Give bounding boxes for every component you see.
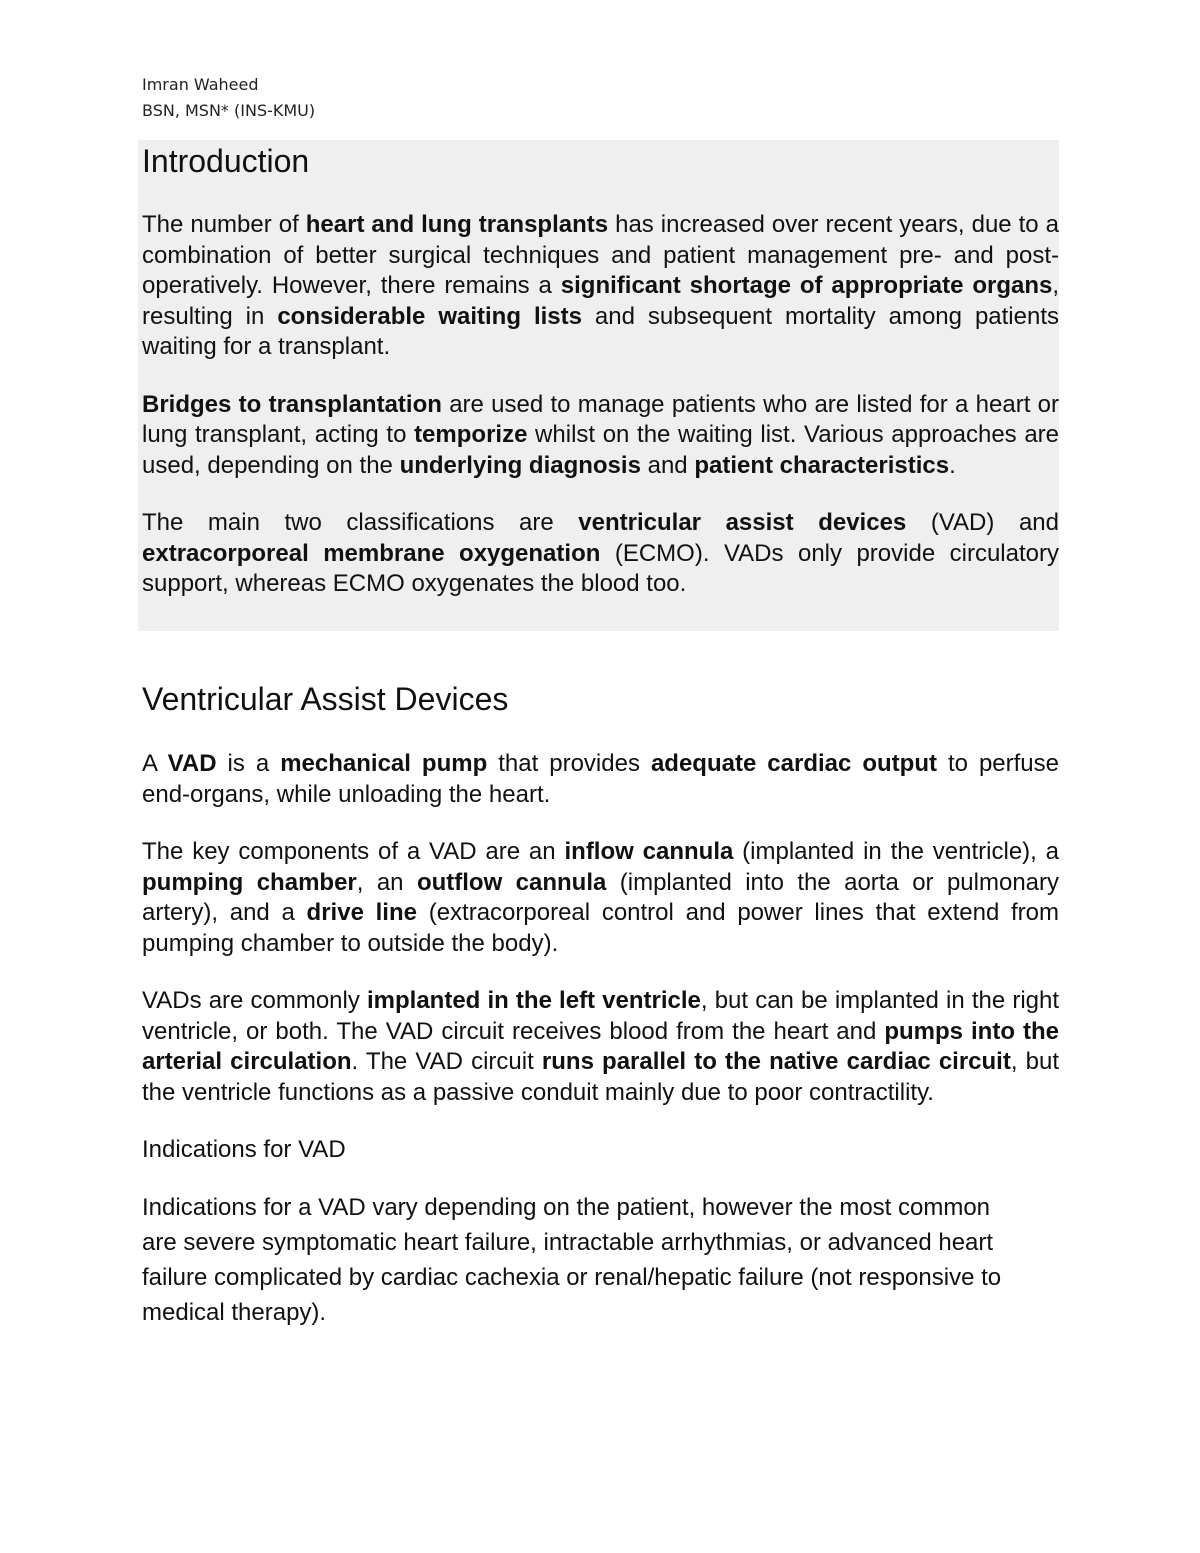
bold-run: Bridges to transplantation xyxy=(142,390,442,418)
intro-paragraph-2 xyxy=(142,390,1059,482)
text-run: VADs are commonly xyxy=(142,987,367,1014)
bold-run: outflow cannula xyxy=(416,868,607,896)
text-run: The key components of a VAD are an xyxy=(142,838,565,865)
text-run: (VAD) and xyxy=(906,509,1059,536)
text-run: , but the ventricle functions as a passive conduit mainly due to poor contractility. xyxy=(142,1048,1060,1106)
bold-run: VAD xyxy=(167,750,217,777)
text-run: that provides xyxy=(487,750,651,777)
text-run: has increased over recent years, due to a combination of better surgical techniques and patient management pre- and post-operatively. However, there remains a xyxy=(142,211,1059,299)
bold-run: pumping chamber xyxy=(142,868,357,896)
author-credentials: BSN, MSN* (INS-KMU) xyxy=(142,101,316,120)
vad-section xyxy=(142,678,1059,1330)
text-run: . xyxy=(949,451,956,479)
text-run: , resulting in xyxy=(142,272,1060,330)
text-run: to perfuse end-organs, while unloading the heart. xyxy=(142,750,1060,808)
author-block xyxy=(142,72,315,124)
bold-run: heart and lung transplants xyxy=(305,211,609,238)
introduction-section xyxy=(138,140,1059,631)
text-run: are used to manage patients who are listed for a heart or lung transplant, acting to xyxy=(142,390,1059,448)
vad-paragraph-2 xyxy=(142,837,1059,959)
indications-subheading: Indications for VAD xyxy=(142,1136,346,1163)
text-run: (extracorporeal control and power lines that extend from pumping chamber to outside the body). xyxy=(142,899,1060,957)
vad-heading: Ventricular Assist Devices xyxy=(142,681,509,717)
intro-paragraph-1 xyxy=(142,210,1059,363)
indications-paragraph: Indications for a VAD vary depending on the patient, however the most common are severe symptomatic heart failure, intractable arrhythmias, or advanced heart failure complicated by cardiac cachexia or renal/hepatic failure (not responsive to medical therapy). xyxy=(142,1194,1002,1326)
text-run: (ECMO). VADs only provide circulatory support, whereas ECMO oxygenates the blood too. xyxy=(142,539,1059,597)
bold-run: runs parallel to the native cardiac circuit xyxy=(541,1048,1011,1075)
text-run: (implanted into the aorta or pulmonary artery), and a xyxy=(142,868,1060,926)
text-run: whilst on the waiting list. Various approaches are used, depending on the xyxy=(142,421,1060,479)
bold-run: pumps into the arterial circulation xyxy=(142,1017,1059,1075)
text-run: (implanted in the ventricle), a xyxy=(733,838,1060,865)
text-run: and xyxy=(640,451,695,479)
author-name: Imran Waheed xyxy=(142,75,259,94)
bold-run: inflow cannula xyxy=(564,838,734,865)
bold-run: adequate cardiac output xyxy=(650,750,937,777)
bold-run: mechanical pump xyxy=(280,750,488,777)
text-run: , but can be implanted in the right ventricle, or both. The VAD circuit receives blood from the heart and xyxy=(142,987,1060,1045)
text-run: is a xyxy=(216,750,281,777)
text-run: , an xyxy=(356,868,417,896)
introduction-heading: Introduction xyxy=(142,143,310,179)
vad-paragraph-3 xyxy=(142,986,1059,1108)
bold-run: significant shortage of appropriate organs xyxy=(560,272,1053,299)
bold-run: implanted in the left ventricle xyxy=(367,987,701,1014)
text-run: and subsequent mortality among patients waiting for a transplant. xyxy=(142,302,1060,360)
bold-run: considerable waiting lists xyxy=(277,302,582,330)
bold-run: underlying diagnosis xyxy=(399,451,641,479)
text-run: The main two classifications are xyxy=(142,509,579,536)
bold-run: extracorporeal membrane oxygenation xyxy=(142,539,601,567)
bold-run: temporize xyxy=(414,421,528,448)
vad-paragraph-1 xyxy=(142,749,1059,810)
text-run: . The VAD circuit xyxy=(351,1048,542,1075)
bold-run: drive line xyxy=(306,899,417,926)
bold-run: patient characteristics xyxy=(694,451,950,479)
text-run: The number of xyxy=(142,211,306,238)
bold-run: ventricular assist devices xyxy=(578,509,907,536)
text-run: A xyxy=(142,750,168,777)
intro-paragraph-3 xyxy=(142,508,1059,600)
